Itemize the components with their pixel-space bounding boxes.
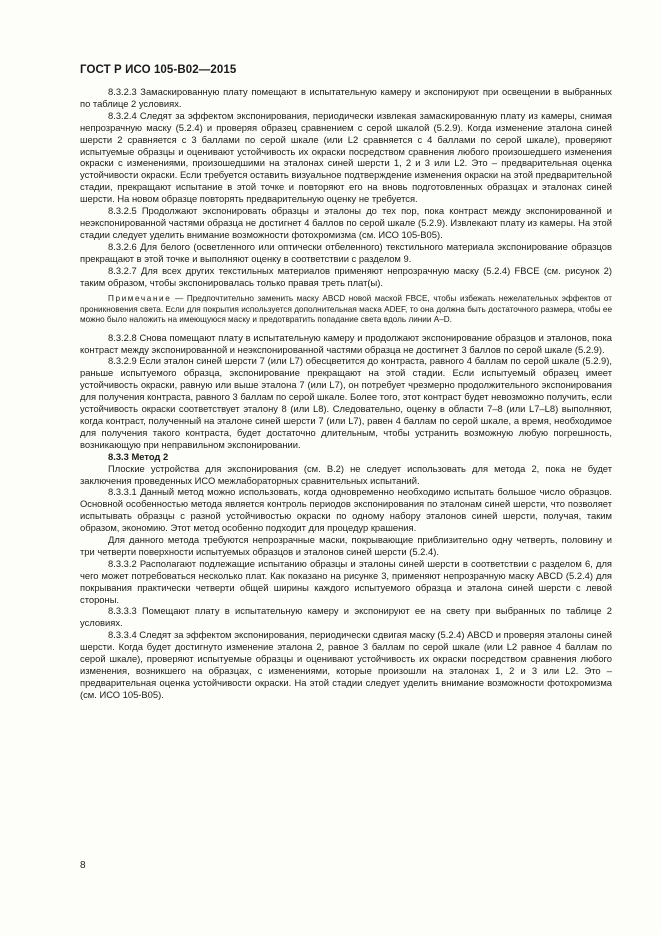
page-number: 8	[80, 860, 86, 871]
note	[80, 294, 612, 325]
paragraph-8-3-2-5: 8.3.2.5 Продолжают экспонировать образцы и эталоны до тех пор, пока контраст между экспонированной и неэкспонированной частями образца не достигнет 4 баллов по серой шкале (5.2.9). Извлекают плату из камеры. На этой стадии следует уделить внимание возможности фотохромизма (см. ИСО 105-В05).	[80, 205, 612, 240]
paragraph-8-3-2-7: 8.3.2.7 Для всех других текстильных материалов применяют непрозрачную маску (5.2.4) FBCE (см. рисунок 2) таким образом, чтобы экспонировалась только правая треть плат(ы).	[80, 264, 612, 288]
paragraph-8-3-3-1: 8.3.3.1 Данный метод можно использовать, когда одновременно необходимо испытать большое число образцов. Основной особенностью метода является контроль периодов экспонирования по эталонам синей шерсти, что позволяет испытывать образцы с разной устойчивостью окраски по одному набору эталонов синей шерсти, получая, таким образом, экономию. Этот метод особенно подходит для процедур крашения.	[80, 486, 612, 534]
note-text: — Предпочтительно заменить маску ABCD новой маской FBCE, чтобы избежать нежелательных эффектов от проникновения света. Если для покрытия используется дополнительная маска ADEF, то она должна быть достаточного размера, чтобы ее можно было наложить на имеющуюся маску и предотвратить попадание света вдоль линии A–D.	[80, 294, 612, 325]
paragraph-8-3-2-4: 8.3.2.4 Следят за эффектом экспонирования, периодически извлекая замаскированную плату из камеры, снимая непрозрачную маску (5.2.4) и проверяя образец сравнением с серой шкалой (5.2.9). Когда изменение эталона синей шерсти 2 сравняется с 3 баллами по серой шкале (или L2 сравняется с 4 баллами по серой шкале), проверяют испытуемые образцы и оценивают устойчивость их окраски посредством сравнения любого произошедшего изменения окраски с изменениями, произошедшими на эталонах синей шерсти 1, 2 и 3 или L2. Это – предварительная оценка устойчивости окраски. Если требуется оставить визуальное подтверждение изменения окраски на этой предварительной стадии, прекращают испытание в этой точке и повторяют его на вновь подготовленных образцах и эталонах синей шерсти. На новом образце повторять предварительную оценку не требуется.	[80, 109, 612, 205]
paragraph-8-3-2-9: 8.3.2.9 Если эталон синей шерсти 7 (или L7) обесцветится до контраста, равного 4 баллам по серой шкале (5.2.9), раньше испытуемого образца, экспонирование прекращают на этой стадии. Если испытуемый образец имеет устойчивость окраски, равную или выше эталона 7 (или L7), он потребует чрезмерно продолжительного экспонирования для получения контраста, равного 3 баллам по серой шкале. Более того, этот контраст будет невозможно получить, если устойчивость окраски соответствует эталону 8 (или L8). Следовательно, оценку в области 7–8 (или L7–L8) выполняют, когда контраст, полученный на эталоне синей шерсти 7 (или L7), равен 4 баллам по серой шкале, а время, необходимое для получения такого контраста, будет достаточно длительным, чтобы устранить возможную любую погрешность, возникающую при неправильном экспонировании.	[80, 355, 612, 450]
paragraph-8-3-2-8: 8.3.2.8 Снова помещают плату в испытательную камеру и продолжают экспонирование образцов и эталонов, пока контраст между экспонированной и неэкспонированной частями образца не достигнет 3 баллов по серой шкале (5.2.9).	[80, 331, 612, 355]
document-body	[80, 86, 612, 701]
paragraph-8-3-3-2: 8.3.3.2 Располагают подлежащие испытанию образцы и эталоны синей шерсти в соответствии с разделом 6, для чего может потребоваться несколько плат. Как показано на рисунке 3, применяют непрозрачную маску ABCD (5.2.4) для покрывания практически четверти общей ширины каждого испытуемого образца и эталона синей шерсти с левой стороны.	[80, 557, 612, 605]
paragraph-8-3-2-6: 8.3.2.6 Для белого (осветленного или оптически отбеленного) текстильного материала экспонирование образцов прекращают в этой точке и выполняют оценку в соответствии с разделом 9.	[80, 240, 612, 264]
paragraph-8-3-2-3: 8.3.2.3 Замаскированную плату помещают в испытательную камеру и экспонируют при освещении в выбранных по таблице 2 условиях.	[80, 86, 612, 109]
paragraph-method-2-intro: Плоские устройства для экспонирования (см. В.2) не следует использовать для метода 2, пока не будет заключения проведенных ИСО межлабораторных сравнительных испытаний.	[80, 462, 612, 486]
note-label: Примечание	[108, 294, 172, 304]
document-header: ГОСТ Р ИСО 105-В02—2015	[80, 64, 237, 76]
paragraph-masks: Для данного метода требуются непрозрачные маски, покрывающие приблизительно одну четверть, половину и три четверти поверхности испытуемых образцов и эталонов синей шерсти (5.2.4).	[80, 534, 612, 557]
paragraph-8-3-3-4: 8.3.3.4 Следят за эффектом экспонирования, периодически сдвигая маску (5.2.4) ABCD и проверяя эталоны синей шерсти. Когда будет достигнуто изменение эталона 2, равное 3 баллам по серой шкале (или L2 равное 4 баллам по серой шкале), проверяют испытуемые образцы и оценивают устойчивость их окраски посредством сравнения любого изменения, возникшего на образцах, с изменениями, которые произошли на эталонах 1, 2 и 3 или L2. Это – предварительная оценка устойчивости окраски. На этой стадии следует уделить внимание возможности фотохромизма (см. ИСО 105-В05).	[80, 629, 612, 700]
paragraph-8-3-3-3: 8.3.3.3 Помещают плату в испытательную камеру и экспонируют ее на свету при выбранных по таблице 2 условиях.	[80, 605, 612, 629]
subheading-method-2: 8.3.3 Метод 2	[108, 450, 169, 462]
